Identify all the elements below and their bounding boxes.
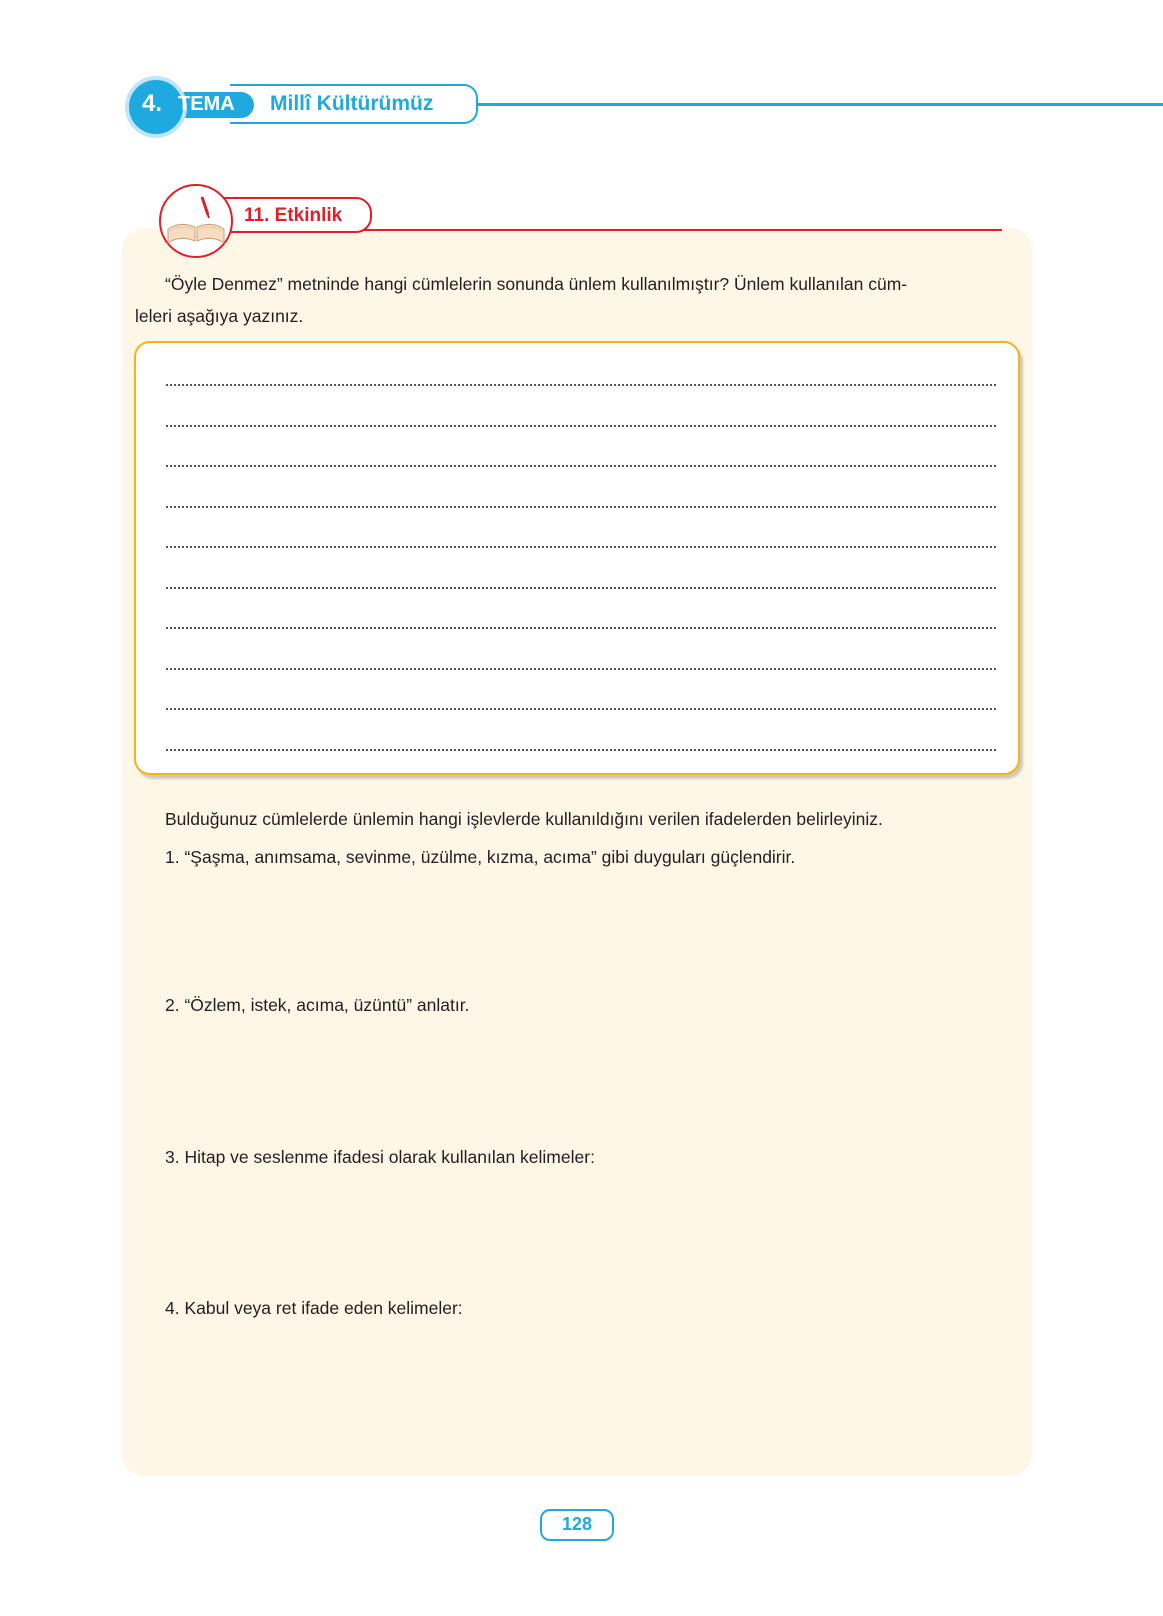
- answer-line[interactable]: [166, 423, 996, 427]
- intro-line-1: “Öyle Denmez” metninde hangi cümlelerin sonunda ünlem kullanılmıştır? Ünlem kullanılan cüm-: [165, 274, 908, 294]
- theme-number: 4.: [142, 90, 163, 117]
- intro-line-2: leleri aşağıya yazınız.: [135, 306, 304, 326]
- open-book-pencil-icon: [158, 183, 234, 259]
- answer-line[interactable]: [166, 706, 996, 710]
- answer-line[interactable]: [166, 585, 996, 589]
- page-number: 128: [561, 1514, 593, 1534]
- theme-title: Millî Kültürümüz: [270, 92, 434, 115]
- list-item: 1. “Şaşma, anımsama, sevinme, üzülme, kızma, acıma” gibi duyguları güçlendirir.: [165, 847, 796, 867]
- answer-line[interactable]: [166, 504, 996, 508]
- activity-title: 11. Etkinlik: [244, 205, 343, 226]
- instruction-text: Bulduğunuz cümlelerde ünlemin hangi işlevlerde kullanıldığını verilen ifadelerden belirleyiniz.: [165, 809, 883, 829]
- list-item: 3. Hitap ve seslenme ifadesi olarak kullanılan kelimeler:: [165, 1147, 595, 1167]
- answer-line[interactable]: [166, 625, 996, 629]
- answer-line[interactable]: [166, 463, 996, 467]
- list-item: 4. Kabul veya ret ifade eden kelimeler:: [165, 1298, 463, 1318]
- theme-header-rule: [470, 103, 1163, 106]
- intro-text: [135, 268, 1005, 332]
- answer-line[interactable]: [166, 747, 996, 751]
- theme-label: TEMA: [178, 93, 235, 115]
- answer-line[interactable]: [166, 666, 996, 670]
- list-item: 2. “Özlem, istek, acıma, üzüntü” anlatır.: [165, 995, 470, 1015]
- answer-line[interactable]: [166, 382, 996, 386]
- answer-line[interactable]: [166, 544, 996, 548]
